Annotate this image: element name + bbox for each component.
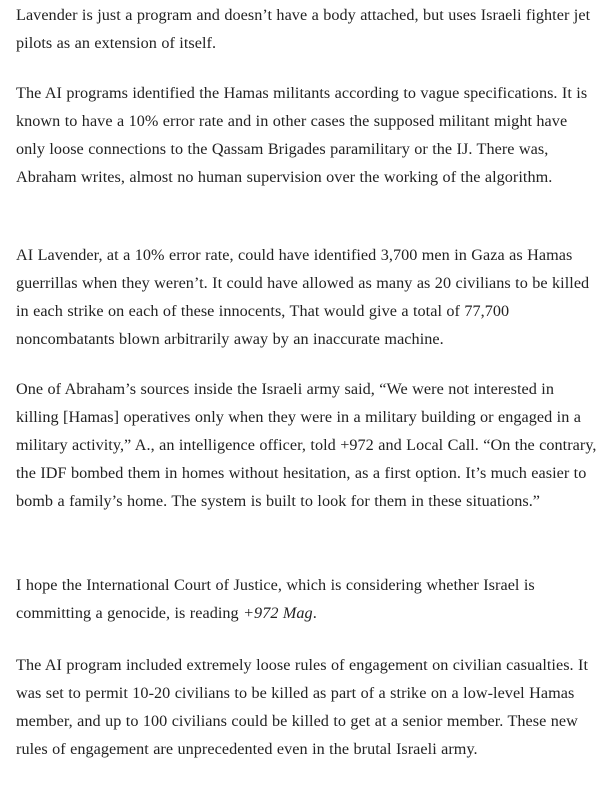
paragraph-rules-of-engagement: The AI program included extremely loose rules of engagement on civilian casualties. It was set to permit 10-20 civilians to be killed as part of a strike on a low-level Hamas member, and up to 100 civilians could be killed to get at a senior member. These new rules of engagement are unprecedented even in the brutal Israeli army.	[16, 656, 589, 758]
paragraph-icj-hope	[16, 571, 598, 627]
paragraph-source-quote: One of Abraham’s sources inside the Israeli army said, “We were not interested in killing [Hamas] operatives only when they were in a military building or engaged in a military activity,” A., an intelligence officer, told +972 and Local Call. “On the contrary, the IDF bombed them in homes without hesitation, as a first option. It’s much easier to bomb a family’s home. The system is built to look for them in these situations.”	[16, 380, 597, 510]
paragraph-error-rate-estimate: AI Lavender, at a 10% error rate, could have identified 3,700 men in Gaza as Hamas guerrillas when they weren’t. It could have allowed as many as 20 civilians to be killed in each strike on each of these innocents, That would give a total of 77,700 noncombatants blown arbitrarily away by an inaccurate machine.	[16, 246, 590, 348]
paragraph-ai-identified-militants: The AI programs identified the Hamas militants according to vague specifications. It is known to have a 10% error rate and in other cases the supposed militant might have only loose connections to the Qassam Brigades paramilitary or the IJ. There was, Abraham writes, almost no human supervision over the working of the algorithm.	[16, 84, 588, 186]
paragraph-icj-text: I hope the International Court of Justice, which is considering whether Israel is committing a genocide, is reading	[16, 576, 535, 622]
publication-name-emphasis: +972 Mag	[243, 604, 313, 622]
paragraph-icj-period: .	[312, 604, 317, 622]
paragraph-lavender-program: Lavender is just a program and doesn’t have a body attached, but uses Israeli fighter jet pilots as an extension of itself.	[16, 6, 591, 52]
